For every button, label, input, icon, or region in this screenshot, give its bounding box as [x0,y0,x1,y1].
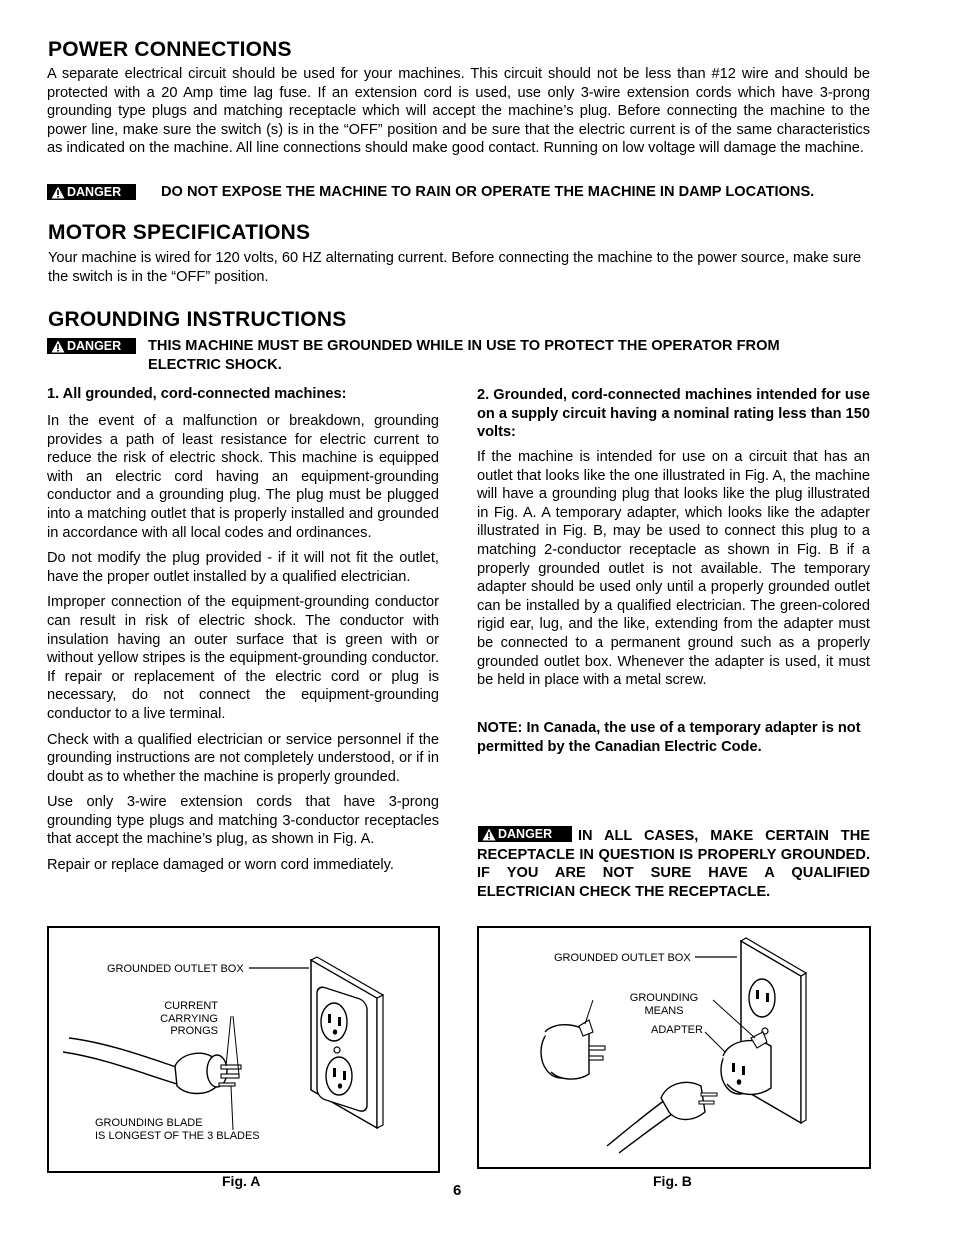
fig-b-adapter-label: ADAPTER [651,1024,703,1036]
left-col-heading: 1. All grounded, cord-connected machines: [47,386,347,402]
left-para-2: Do not modify the plug provided - if it will not fit the outlet, have the proper outlet installed by a qualified electrician. [47,550,439,585]
left-col-body [47,412,439,882]
grounding-danger-text: THIS MACHINE MUST BE GROUNDED WHILE IN USE TO PROTECT THE OPERATOR FROM ELECTRIC SHOCK. [148,338,780,373]
fig-a-outlet-label: GROUNDED OUTLET BOX [107,963,244,975]
right-col-note: NOTE: In Canada, the use of a temporary adapter is not permitted by the Canadian Electric Code. [477,720,861,755]
fig-b-means-label: GROUNDING MEANS [629,992,699,1017]
fig-b-caption: Fig. B [653,1173,692,1189]
warning-triangle-icon [51,340,65,353]
right-col-body: If the machine is intended for use on a circuit that has an outlet that looks like the one illustrated in Fig. A, the machine will have a grounding plug that looks like the plug illustrated in Fig. A. A temporary adapter, which looks like the adapter illustrated in Fig. B, may be used to connect this plug to a matching 2-conductor receptacle as shown in Fig. B if a properly grounded outlet is not available. The temporary adapter should be used only until a properly grounded outlet can be installed by a qualified electrician. The green-colored rigid ear, lug, and the like, extending from the adapter must be connected to a permanent ground such as a properly grounded outlet box. Whenever the adapter is used, it must be held in place with a metal screw. [477,449,870,689]
warning-triangle-icon [51,186,65,199]
page-number: 6 [453,1182,462,1199]
motor-heading: MOTOR SPECIFICATIONS [48,221,311,244]
danger-badge: DANGER [47,184,136,200]
power-danger [47,183,814,202]
fig-b-outlet-label: GROUNDED OUTLET BOX [554,952,691,964]
danger-badge: DANGER [47,338,136,354]
figure-a [47,926,440,1173]
power-body: A separate electrical circuit should be used for your machines. This circuit should not be less than #12 wire and should be protected with a 20 Amp time lag fuse. If an extension cord is used, use only 3-wire extension cords which have 3-prong grounding type plugs and matching receptacle which will accept the machine’s plug. Before connecting the machine to the power line, make sure the switch (s) is in the “OFF” position and be sure that the electric current is of the same characteristics as indicated on the machine. All line connections should make good contact. Running on low voltage will damage the machine. [47,66,870,157]
left-para-1: In the event of a malfunction or breakdown, grounding provides a path of least resistance for electric current to reduce the risk of electric shock. This machine is equipped with an electric cord having an equipment-grounding conductor and a grounding plug. The plug must be plugged into a matching outlet that is properly installed and grounded in accordance with all local codes and ordinances. [47,413,439,541]
power-danger-text: DO NOT EXPOSE THE MACHINE TO RAIN OR OPERATE THE MACHINE IN DAMP LOCATIONS. [161,184,815,200]
danger-badge: DANGER [478,826,572,842]
right-danger-text: IN ALL CASES, MAKE CERTAIN THE RECEPTACLE IN QUESTION IS PROPERLY GROUNDED. IF YOU ARE NOT SURE HAVE A QUALIFIED ELECTRICIAN CHECK THE RECEPTACLE. [477,828,870,900]
power-heading: POWER CONNECTIONS [48,38,292,61]
left-para-6: Repair or replace damaged or worn cord immediately. [47,857,394,874]
grounding-danger-badge-wrap [47,338,136,358]
left-para-4: Check with a qualified electrician or service personnel if the grounding instructions are not completely understood, or if in doubt as to whether the machine is properly grounded. [47,731,439,785]
motor-body: Your machine is wired for 120 volts, 60 HZ alternating current. Before connecting the machine to the power source, make sure the switch is in the “OFF” position. [48,250,862,285]
fig-a-blade-label: GROUNDING BLADE IS LONGEST OF THE 3 BLADES [95,1117,260,1142]
fig-a-prongs-label: CURRENT CARRYING PRONGS [160,1000,218,1037]
fig-a-caption: Fig. A [222,1173,261,1189]
grounding-heading: GROUNDING INSTRUCTIONS [48,308,347,331]
left-para-3: Improper connection of the equipment-grounding conductor can result in risk of electric shock. The conductor with insulation having an outer surface that is green with or without yellow stripes is the equipment-grounding conductor. If repair or replacement of the electric cord or plug is necessary, do not connect the equipment-grounding conductor to a live terminal. [47,594,439,722]
right-col-heading: 2. Grounded, cord-connected machines intended for use on a supply circuit having a nominal rating less than 150 volts: [477,387,870,441]
left-para-5: Use only 3-wire extension cords that have 3-prong grounding type plugs and matching 3-conductor receptacles that accept the machine’s plug, as shown in Fig. A. [47,794,439,848]
figure-b [477,926,871,1169]
